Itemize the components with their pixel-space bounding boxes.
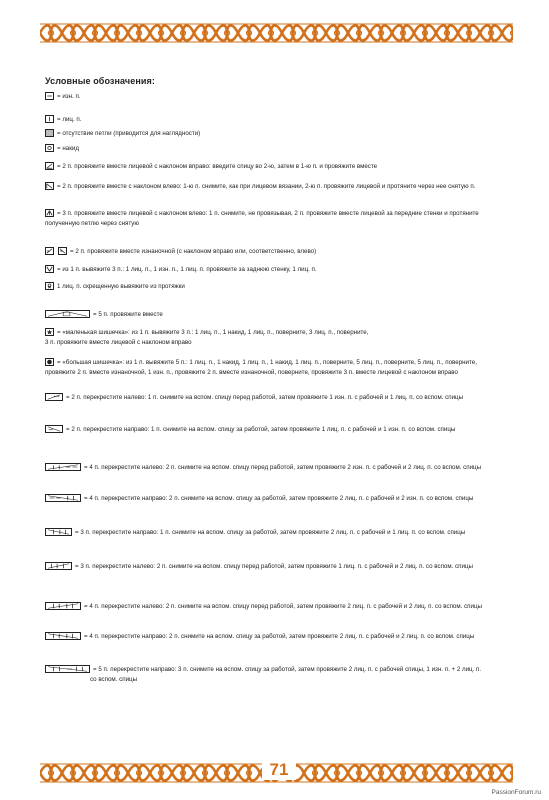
- legend-item-text: 1 лиц. п. скрещенную вывяжите из протяжки: [57, 283, 185, 290]
- legend-item-text: = «маленькая шишечка»: из 1 п. вывяжите 3 п.: 1 лиц. п., 1 накид, 1 лиц. п., поверните, 3 лиц. п., поверните,: [57, 329, 369, 336]
- no-stitch-symbol: [45, 129, 54, 137]
- legend-item-text: = из 1 п. вывяжите 3 п.: 1 лиц. п., 1 изн. п., 1 лиц. п. провяжите за заднюю стенку, 1 лиц. п.: [57, 266, 317, 273]
- legend-item-text-continued: со вспом. спицы: [90, 676, 138, 683]
- legend-item-text: = изн. п.: [57, 93, 81, 100]
- legend-item-text: = 2 п. перекрестите направо: 1 п. снимите на вспом. спицу за работой, затем провяжите 1 лиц. п. с рабочей и 1 изн. п. со вспом. спицы: [66, 426, 456, 433]
- legend-item-text: = 4 п. перекрестите налево: 2 п. снимите на вспом. спицу перед работой, затем провяжите 2 лиц. п. с рабочей и 2 лиц. п. со вспом. спицы: [84, 603, 482, 610]
- cable-4-left-knit-symbol: [45, 602, 81, 610]
- legend-item-text: = 5 п. перекрестите направо: 3 п. снимите на вспом. спицу за работой, затем провяжите 2 лиц. п. с рабочей спицы, 1 изн. п. + 2 лиц. п.: [93, 666, 482, 673]
- cable-4-right-symbol: [45, 494, 81, 502]
- small-bobble-symbol: [45, 328, 54, 336]
- cable-4-left-symbol: [45, 463, 81, 471]
- legend-item-text: = 4 п. перекрестите налево: 2 п. снимите на вспом. спицу перед работой, затем провяжите 2 изн. п. с рабочей и 2 лиц. п. со вспом. спицы: [84, 464, 482, 471]
- cable-3-right-symbol: [45, 528, 72, 536]
- ssk-left-symbol: [45, 182, 54, 190]
- watermark: PassionForum.ru: [491, 789, 541, 796]
- cable-2-left-symbol: [45, 393, 63, 401]
- k2tog-right-symbol: [45, 162, 54, 170]
- legend-item-text: = 4 п. перекрестите направо: 2 п. снимите на вспом. спицу за работой, затем провяжите 2 лиц. п. с рабочей и 2 изн. п. со вспом. спицы: [84, 495, 474, 502]
- legend: [45, 76, 505, 89]
- legend-item-text: = 2 п. провяжите вместе лицевой с наклоном вправо: введите спицу во 2-ю, затем в 1-ю п. и провяжите вместе: [57, 163, 378, 170]
- legend-item-text: = 2 п. провяжите вместе с наклоном влево: 1-ю п. снимите, как при лицевом вязании, 2-ю п. провяжите лицевой и протяните через нее снятую п.: [57, 183, 476, 190]
- legend-item-text: = «большая шишечка»: из 1 п. вывяжите 5 п.: 1 лиц. п., 1 накид, 1 лиц. п., 1 накид, 1 лиц. п., поверните, 5 лиц. п., поверните, 5 лиц. п., поверните,: [57, 359, 477, 366]
- legend-item-text: = 2 п. перекрестите налево: 1 п. снимите на вспом. спицу перед работой, затем провяжите 1 изн. п. с рабочей и 1 лиц. п. со вспом. спицы: [66, 394, 464, 401]
- cable-5-right-symbol: [45, 665, 90, 673]
- legend-item-text: = 2 п. провяжите вместе изнаночной (с наклоном вправо или, соответственно, влево): [70, 248, 317, 255]
- legend-item-text-continued: 3 п. провяжите вместе лицевой с наклоном вправо: [45, 339, 192, 346]
- legend-item-text: = 3 п. перекрестите направо: 1 п. снимите на вспом. спицу за работой, затем провяжите 2 лиц. п. с рабочей и 1 лиц. п. со вспом. спицы: [75, 529, 466, 536]
- twisted-knit-symbol: [45, 282, 54, 290]
- yarn-over-symbol: [45, 144, 54, 152]
- legend-item-text: = отсутствие петли (приводится для наглядности): [57, 130, 201, 137]
- legend-item-text: = 4 п. перекрестите направо: 2 п. снимите на вспом. спицу за работой, затем провяжите 2 лиц. п. с рабочей и 2 лиц. п. со вспом. спицы: [84, 633, 475, 640]
- top-decorative-border: [40, 22, 513, 44]
- legend-item-text-continued: полученную петлю через снятую: [45, 220, 140, 227]
- legend-title: Условные обозначения:: [45, 76, 155, 86]
- cable-3-left-symbol: [45, 562, 72, 570]
- legend-item-text: = лиц. п.: [57, 116, 82, 123]
- inc-3-symbol: [45, 265, 54, 273]
- large-bobble-symbol: [45, 358, 54, 366]
- purl-symbol: [45, 92, 54, 100]
- legend-item-text: = 3 п. перекрестите налево: 2 п. снимите на вспом. спицу перед работой, затем провяжите 1 лиц. п. с рабочей и 2 лиц. п. со вспом. спицы: [75, 563, 473, 570]
- legend-item-text: = накид: [57, 145, 79, 152]
- p2tog-symbol: [45, 247, 54, 255]
- p2tog-left-symbol: [58, 247, 67, 255]
- cable-4-right-knit-symbol: [45, 632, 81, 640]
- legend-item-text-continued: провяжите 2 п. вместе изнаночной, 1 изн. п., провяжите 2 п. вместе изнаночной, поверните, провяжите 3 п. вместе лицевой с наклоном вправо: [45, 369, 458, 376]
- k5tog-symbol: [45, 310, 90, 318]
- cable-2-right-symbol: [45, 425, 63, 433]
- legend-item-text: = 3 п. провяжите вместе лицевой с наклоном влево: 1 п. снимите, не провязывая, 2 п. провяжите вместе лицевой за передние стенки и протяните: [57, 210, 479, 217]
- knit-symbol: [45, 115, 54, 123]
- sk2p-symbol: [45, 209, 54, 217]
- legend-item-text: = 5 п. провяжите вместе: [93, 311, 163, 318]
- page-number: 71: [262, 760, 296, 780]
